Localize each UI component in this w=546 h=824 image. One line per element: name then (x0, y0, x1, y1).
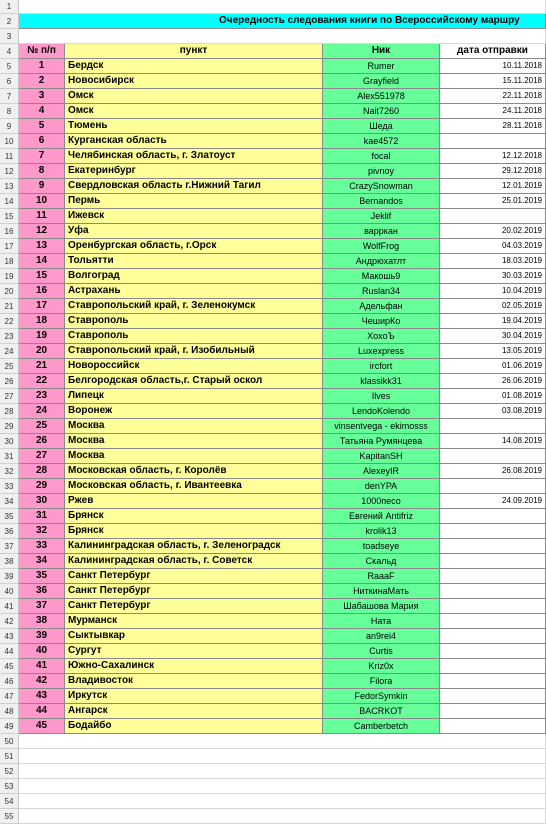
row-header[interactable]: 12 (0, 164, 19, 179)
cell-city[interactable]: Москва (65, 449, 323, 464)
cell-num[interactable]: 28 (19, 464, 65, 479)
cell-nick[interactable]: варркан (323, 224, 440, 239)
cell-nick[interactable]: FedorSymkin (323, 689, 440, 704)
cell-num[interactable]: 22 (19, 374, 65, 389)
row-header[interactable]: 13 (0, 179, 19, 194)
cell-date[interactable]: 14.08.2019 (440, 434, 546, 449)
cell-num[interactable]: 45 (19, 719, 65, 734)
row-header[interactable]: 4 (0, 44, 19, 59)
row-header[interactable]: 26 (0, 374, 19, 389)
row-header[interactable]: 36 (0, 524, 19, 539)
row-header[interactable]: 10 (0, 134, 19, 149)
cell-nick[interactable]: Шабашова Мария (323, 599, 440, 614)
cell-city[interactable]: Владивосток (65, 674, 323, 689)
cell-num[interactable]: 29 (19, 479, 65, 494)
cell-date[interactable] (440, 584, 546, 599)
cell-nick[interactable]: Андрюхатлт (323, 254, 440, 269)
cell-num[interactable]: 27 (19, 449, 65, 464)
cell-city[interactable]: Московская область, г. Королёв (65, 464, 323, 479)
row-header[interactable]: 55 (0, 809, 19, 824)
cell-date[interactable] (440, 209, 546, 224)
cell-city[interactable]: Пермь (65, 194, 323, 209)
cell-city[interactable]: Челябинская область, г. Златоуст (65, 149, 323, 164)
cell-city[interactable]: Сургут (65, 644, 323, 659)
row-header[interactable]: 30 (0, 434, 19, 449)
cell-num[interactable]: 3 (19, 89, 65, 104)
cell-date[interactable] (440, 539, 546, 554)
cell-num[interactable]: 19 (19, 329, 65, 344)
cell-date[interactable]: 12.12.2018 (440, 149, 546, 164)
cell-city[interactable]: Тольятти (65, 254, 323, 269)
cell-num[interactable]: 33 (19, 539, 65, 554)
cell-nick[interactable]: Camberbetch (323, 719, 440, 734)
cell-city[interactable]: Санкт Петербург (65, 569, 323, 584)
cell-date[interactable]: 15.11.2018 (440, 74, 546, 89)
cell-date[interactable]: 24.09.2019 (440, 494, 546, 509)
cell-nick[interactable]: AlexeyIR (323, 464, 440, 479)
row-header[interactable]: 41 (0, 599, 19, 614)
row-header[interactable]: 39 (0, 569, 19, 584)
row-header[interactable]: 44 (0, 644, 19, 659)
cell-blank[interactable] (19, 29, 546, 44)
cell-date[interactable]: 29.12.2018 (440, 164, 546, 179)
cell-city[interactable]: Тюмень (65, 119, 323, 134)
cell-city[interactable]: Екатеринбург (65, 164, 323, 179)
cell-city[interactable]: Иркутск (65, 689, 323, 704)
row-header[interactable]: 47 (0, 689, 19, 704)
cell-city[interactable]: Калининградская область, г. Советск (65, 554, 323, 569)
row-header[interactable]: 19 (0, 269, 19, 284)
row-header[interactable]: 53 (0, 779, 19, 794)
cell-city[interactable]: Ангарск (65, 704, 323, 719)
cell-num[interactable]: 24 (19, 404, 65, 419)
cell-num[interactable]: 1 (19, 59, 65, 74)
cell-nick[interactable]: RaaaF (323, 569, 440, 584)
cell-date[interactable] (440, 449, 546, 464)
cell-date[interactable] (440, 704, 546, 719)
cell-date[interactable]: 26.06.2019 (440, 374, 546, 389)
cell-nick[interactable]: Jeklif (323, 209, 440, 224)
cell-date[interactable]: 01.06.2019 (440, 359, 546, 374)
row-header[interactable]: 29 (0, 419, 19, 434)
row-header[interactable]: 15 (0, 209, 19, 224)
cell-num[interactable]: 16 (19, 284, 65, 299)
cell-date[interactable] (440, 719, 546, 734)
cell-city[interactable]: Волгоград (65, 269, 323, 284)
cell-nick[interactable]: vinsentvega - ekimosss (323, 419, 440, 434)
cell-num[interactable]: 13 (19, 239, 65, 254)
cell-num[interactable]: 21 (19, 359, 65, 374)
row-header[interactable]: 2 (0, 14, 19, 29)
cell-nick[interactable]: Шеда (323, 119, 440, 134)
cell-city[interactable]: Ставрополь (65, 314, 323, 329)
header-num[interactable]: № п/п (19, 44, 65, 59)
cell-city[interactable]: Курганская область (65, 134, 323, 149)
cell-num[interactable]: 26 (19, 434, 65, 449)
cell-num[interactable]: 4 (19, 104, 65, 119)
cell-date[interactable]: 01.08.2019 (440, 389, 546, 404)
cell-date[interactable] (440, 419, 546, 434)
cell-nick[interactable]: kae4572 (323, 134, 440, 149)
row-header[interactable]: 16 (0, 224, 19, 239)
cell-num[interactable]: 40 (19, 644, 65, 659)
cell-date[interactable] (440, 599, 546, 614)
cell-num[interactable]: 43 (19, 689, 65, 704)
row-header[interactable]: 48 (0, 704, 19, 719)
row-header[interactable]: 49 (0, 719, 19, 734)
row-header[interactable]: 46 (0, 674, 19, 689)
cell-nick[interactable]: pivnoy (323, 164, 440, 179)
cell-nick[interactable]: BACRKOT (323, 704, 440, 719)
cell-city[interactable]: Калининградская область, г. Зеленоградск (65, 539, 323, 554)
row-header[interactable]: 42 (0, 614, 19, 629)
cell-blank[interactable] (19, 0, 546, 14)
row-header[interactable]: 21 (0, 299, 19, 314)
cell-date[interactable]: 24.11.2018 (440, 104, 546, 119)
cell-date[interactable] (440, 629, 546, 644)
cell-nick[interactable]: Curtis (323, 644, 440, 659)
cell-nick[interactable]: Ната (323, 614, 440, 629)
cell-date[interactable]: 22.11.2018 (440, 89, 546, 104)
row-header[interactable]: 28 (0, 404, 19, 419)
cell-city[interactable]: Омск (65, 89, 323, 104)
row-header[interactable]: 18 (0, 254, 19, 269)
cell-city[interactable]: Московская область, г. Ивантеевка (65, 479, 323, 494)
cell-city[interactable]: Брянск (65, 509, 323, 524)
cell-nick[interactable]: denYPA (323, 479, 440, 494)
cell-blank[interactable] (19, 794, 546, 809)
row-header[interactable]: 40 (0, 584, 19, 599)
cell-city[interactable]: Воронеж (65, 404, 323, 419)
cell-date[interactable] (440, 134, 546, 149)
row-header[interactable]: 17 (0, 239, 19, 254)
cell-city[interactable]: Бодайбо (65, 719, 323, 734)
row-header[interactable]: 7 (0, 89, 19, 104)
cell-num[interactable]: 11 (19, 209, 65, 224)
cell-date[interactable]: 12.01.2019 (440, 179, 546, 194)
cell-num[interactable]: 36 (19, 584, 65, 599)
row-header[interactable]: 51 (0, 749, 19, 764)
cell-num[interactable]: 25 (19, 419, 65, 434)
row-header[interactable]: 14 (0, 194, 19, 209)
cell-num[interactable]: 20 (19, 344, 65, 359)
cell-nick[interactable]: toadseye (323, 539, 440, 554)
cell-num[interactable]: 37 (19, 599, 65, 614)
cell-city[interactable]: Бердск (65, 59, 323, 74)
cell-nick[interactable]: LendoKolendo (323, 404, 440, 419)
cell-nick[interactable]: an9rei4 (323, 629, 440, 644)
row-header[interactable]: 52 (0, 764, 19, 779)
cell-date[interactable] (440, 524, 546, 539)
cell-date[interactable]: 04.03.2019 (440, 239, 546, 254)
cell-city[interactable]: Сыктывкар (65, 629, 323, 644)
cell-num[interactable]: 41 (19, 659, 65, 674)
cell-nick[interactable]: Скальд (323, 554, 440, 569)
cell-date[interactable]: 10.04.2019 (440, 284, 546, 299)
cell-nick[interactable]: Макошь9 (323, 269, 440, 284)
cell-city[interactable]: Ржев (65, 494, 323, 509)
row-header[interactable]: 23 (0, 329, 19, 344)
cell-num[interactable]: 7 (19, 149, 65, 164)
cell-date[interactable]: 19.04.2019 (440, 314, 546, 329)
cell-nick[interactable]: Адельфан (323, 299, 440, 314)
row-header[interactable]: 24 (0, 344, 19, 359)
row-header[interactable]: 38 (0, 554, 19, 569)
cell-blank[interactable] (19, 734, 546, 749)
cell-nick[interactable]: CrazySnowman (323, 179, 440, 194)
cell-nick[interactable]: WolfFrog (323, 239, 440, 254)
row-header[interactable]: 33 (0, 479, 19, 494)
cell-date[interactable] (440, 479, 546, 494)
cell-nick[interactable]: Rumer (323, 59, 440, 74)
row-header[interactable]: 43 (0, 629, 19, 644)
cell-num[interactable]: 34 (19, 554, 65, 569)
row-header[interactable]: 20 (0, 284, 19, 299)
cell-city[interactable]: Ставропольский край, г. Зеленокумск (65, 299, 323, 314)
cell-city[interactable]: Оренбургская область, г.Орск (65, 239, 323, 254)
cell-city[interactable]: Брянск (65, 524, 323, 539)
cell-city[interactable]: Астрахань (65, 284, 323, 299)
row-header[interactable]: 6 (0, 74, 19, 89)
cell-num[interactable]: 8 (19, 164, 65, 179)
cell-city[interactable]: Москва (65, 434, 323, 449)
cell-num[interactable]: 2 (19, 74, 65, 89)
cell-nick[interactable]: Alex551978 (323, 89, 440, 104)
row-header[interactable]: 31 (0, 449, 19, 464)
cell-city[interactable]: Москва (65, 419, 323, 434)
cell-city[interactable]: Ставропольский край, г. Изобильный (65, 344, 323, 359)
cell-city[interactable]: Ижевск (65, 209, 323, 224)
cell-nick[interactable]: НиткинаМать (323, 584, 440, 599)
row-header[interactable]: 9 (0, 119, 19, 134)
cell-date[interactable]: 25.01.2019 (440, 194, 546, 209)
cell-num[interactable]: 10 (19, 194, 65, 209)
cell-date[interactable] (440, 644, 546, 659)
cell-date[interactable] (440, 674, 546, 689)
cell-num[interactable]: 5 (19, 119, 65, 134)
cell-num[interactable]: 12 (19, 224, 65, 239)
cell-date[interactable] (440, 509, 546, 524)
cell-num[interactable]: 38 (19, 614, 65, 629)
row-header[interactable]: 5 (0, 59, 19, 74)
sheet-title[interactable]: Очередность следования книги по Всероссийскому маршру (19, 14, 546, 29)
cell-date[interactable]: 10.11.2018 (440, 59, 546, 74)
row-header[interactable]: 3 (0, 29, 19, 44)
cell-nick[interactable]: focal (323, 149, 440, 164)
cell-num[interactable]: 9 (19, 179, 65, 194)
cell-num[interactable]: 32 (19, 524, 65, 539)
cell-nick[interactable]: 1000песо (323, 494, 440, 509)
cell-num[interactable]: 30 (19, 494, 65, 509)
row-header[interactable]: 50 (0, 734, 19, 749)
header-nick[interactable]: Ник (323, 44, 440, 59)
cell-date[interactable]: 13.05.2019 (440, 344, 546, 359)
cell-city[interactable]: Новосибирск (65, 74, 323, 89)
cell-nick[interactable]: Nait7260 (323, 104, 440, 119)
cell-num[interactable]: 14 (19, 254, 65, 269)
cell-nick[interactable]: krolik13 (323, 524, 440, 539)
cell-nick[interactable]: Ilves (323, 389, 440, 404)
cell-num[interactable]: 18 (19, 314, 65, 329)
cell-city[interactable]: Санкт Петербург (65, 584, 323, 599)
row-header[interactable]: 1 (0, 0, 19, 14)
cell-city[interactable]: Мурманск (65, 614, 323, 629)
cell-num[interactable]: 35 (19, 569, 65, 584)
cell-num[interactable]: 39 (19, 629, 65, 644)
cell-date[interactable]: 26.08.2019 (440, 464, 546, 479)
cell-nick[interactable]: Евгений Antifriz (323, 509, 440, 524)
cell-date[interactable]: 28.11.2018 (440, 119, 546, 134)
cell-nick[interactable]: Luxexpress (323, 344, 440, 359)
cell-date[interactable]: 30.04.2019 (440, 329, 546, 344)
cell-city[interactable]: Новороссийск (65, 359, 323, 374)
cell-blank[interactable] (19, 749, 546, 764)
row-header[interactable]: 34 (0, 494, 19, 509)
row-header[interactable]: 45 (0, 659, 19, 674)
row-header[interactable]: 11 (0, 149, 19, 164)
cell-date[interactable] (440, 659, 546, 674)
header-city[interactable]: пункт (65, 44, 323, 59)
cell-num[interactable]: 15 (19, 269, 65, 284)
header-date[interactable]: дата отправки (440, 44, 546, 59)
cell-num[interactable]: 31 (19, 509, 65, 524)
cell-num[interactable]: 42 (19, 674, 65, 689)
cell-city[interactable]: Южно-Сахалинск (65, 659, 323, 674)
cell-city[interactable]: Ставрополь (65, 329, 323, 344)
cell-city[interactable]: Санкт Петербург (65, 599, 323, 614)
row-header[interactable]: 32 (0, 464, 19, 479)
cell-date[interactable]: 02.05.2019 (440, 299, 546, 314)
cell-city[interactable]: Белгородская область,г. Старый оскол (65, 374, 323, 389)
cell-city[interactable]: Омск (65, 104, 323, 119)
cell-nick[interactable]: Татьяна Румянцева (323, 434, 440, 449)
cell-num[interactable]: 44 (19, 704, 65, 719)
cell-date[interactable]: 18.03.2019 (440, 254, 546, 269)
row-header[interactable]: 27 (0, 389, 19, 404)
cell-date[interactable] (440, 569, 546, 584)
cell-city[interactable]: Уфа (65, 224, 323, 239)
row-header[interactable]: 37 (0, 539, 19, 554)
cell-nick[interactable]: KapitanSH (323, 449, 440, 464)
cell-date[interactable]: 03.08.2019 (440, 404, 546, 419)
cell-nick[interactable]: ЧеширКо (323, 314, 440, 329)
row-header[interactable]: 35 (0, 509, 19, 524)
cell-num[interactable]: 23 (19, 389, 65, 404)
row-header[interactable]: 54 (0, 794, 19, 809)
cell-blank[interactable] (19, 809, 546, 824)
cell-nick[interactable]: XoxoЪ (323, 329, 440, 344)
cell-date[interactable] (440, 614, 546, 629)
cell-date[interactable] (440, 689, 546, 704)
cell-blank[interactable] (19, 764, 546, 779)
cell-date[interactable] (440, 554, 546, 569)
row-header[interactable]: 25 (0, 359, 19, 374)
cell-nick[interactable]: Kriz0x (323, 659, 440, 674)
cell-nick[interactable]: Ruslan34 (323, 284, 440, 299)
cell-blank[interactable] (19, 779, 546, 794)
cell-num[interactable]: 17 (19, 299, 65, 314)
cell-date[interactable]: 20.02.2019 (440, 224, 546, 239)
cell-date[interactable]: 30.03.2019 (440, 269, 546, 284)
cell-nick[interactable]: klassikk31 (323, 374, 440, 389)
cell-city[interactable]: Свердловская область г.Нижний Тагил (65, 179, 323, 194)
cell-city[interactable]: Липецк (65, 389, 323, 404)
row-header[interactable]: 8 (0, 104, 19, 119)
cell-nick[interactable]: Grayfield (323, 74, 440, 89)
cell-nick[interactable]: Filora (323, 674, 440, 689)
cell-num[interactable]: 6 (19, 134, 65, 149)
cell-nick[interactable]: ircfort (323, 359, 440, 374)
row-header[interactable]: 22 (0, 314, 19, 329)
cell-nick[interactable]: Bernandos (323, 194, 440, 209)
